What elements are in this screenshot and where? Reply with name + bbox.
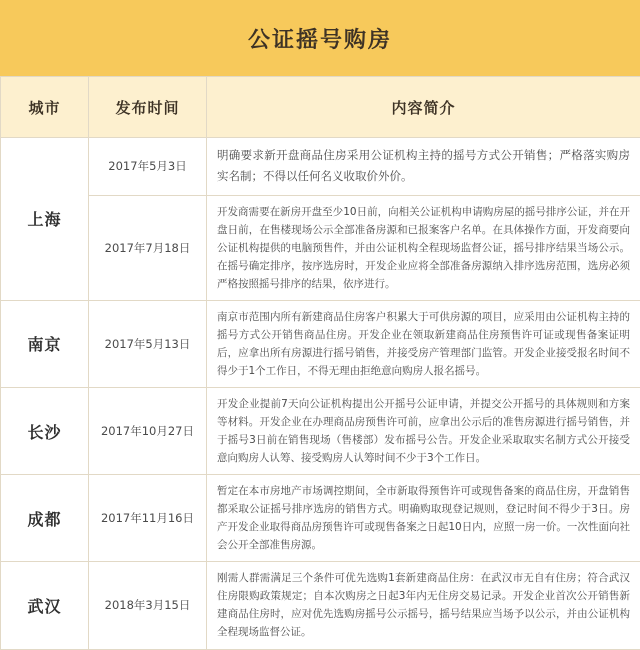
table-row <box>1 387 640 474</box>
cell-city: 长沙 <box>1 387 89 474</box>
cell-date: 2018年3月15日 <box>89 562 207 649</box>
document-title-bar <box>0 0 640 76</box>
table-row <box>1 475 640 562</box>
page-title: 公证摇号购房 <box>248 23 392 54</box>
cell-city: 南京 <box>1 300 89 387</box>
cell-description: 明确要求新开盘商品住房采用公证机构主持的摇号方式公开销售；严格落实购房实名制；不得以任何名义收取价外价。 <box>207 138 640 196</box>
cell-date: 2017年11月16日 <box>89 475 207 562</box>
column-header-date: 发布时间 <box>89 77 207 138</box>
cell-city: 武汉 <box>1 562 89 649</box>
policy-table <box>0 76 640 650</box>
table-row <box>1 300 640 387</box>
table-header <box>1 77 640 138</box>
table-row <box>1 138 640 196</box>
cell-description: 刚需人群需满足三个条件可优先选购1套新建商品住房：在武汉市无自有住房；符合武汉住房限购政策规定；自本次购房之日起3年内无住房交易记录。开发企业首次公开销售新建商品住房时，应对优先选购房摇号公示摇号，摇号结果应当场予以公示，并由公证机构全程现场监督公证。 <box>207 562 640 649</box>
cell-date: 2017年7月18日 <box>89 195 207 300</box>
cell-city: 成都 <box>1 475 89 562</box>
cell-date: 2017年10月27日 <box>89 387 207 474</box>
cell-description: 南京市范围内所有新建商品住房客户积累大于可供房源的项目，应采用由公证机构主持的摇号方式公开销售商品住房。开发企业在领取新建商品住房预售许可证或现售备案证明后，应拿出所有房源进行摇号销售，并接受房产管理部门监管。开发企业接受报名时间不得少于1个工作日，不得无理由拒绝意向购房人报名摇号。 <box>207 300 640 387</box>
cell-description: 开发商需要在新房开盘至少10日前，向相关公证机构申请购房屋的摇号排序公证，并在开盘日前，在售楼现场公示全部准备房源和已报案客户名单。在具体操作方面，开发商要向公证机构提供的电脑预售件，并由公证机构全程现场监督公证，摇号排序结果当场公示。在摇号确定排序，按序选房时，开发企业应将全部准备房源纳入排序选房范围，选房必须严格按照摇号排序的结果，依序进行。 <box>207 195 640 300</box>
cell-city: 上海 <box>1 138 89 301</box>
column-header-city: 城市 <box>1 77 89 138</box>
table-row <box>1 195 640 300</box>
cell-date: 2017年5月3日 <box>89 138 207 196</box>
table-row <box>1 562 640 649</box>
cell-description: 开发企业提前7天向公证机构提出公开摇号公证申请，并提交公开摇号的具体规则和方案等材料。开发企业在办理商品房预售许可前，应拿出公示后的准售房源进行摇号销售，并于摇号3日前在销售现场（售楼部）发布摇号公告。开发企业采取取实名制方式公开接受意向购房人认筹、接受购房人认筹时间不少于3个工作日。 <box>207 387 640 474</box>
table-header-row <box>1 77 640 138</box>
cell-description: 暂定在本市房地产市场调控期间，全市新取得预售许可或现售备案的商品住房，开盘销售都采取公证摇号排序选房的销售方式。明确购取现登记规则，登记时间不得少于3日。房产开发企业取得商品房预售许可或现售备案之日起10日内，应照一房一价。一次性面向社会公开全部准售房源。 <box>207 475 640 562</box>
column-header-description: 内容简介 <box>207 77 640 138</box>
cell-date: 2017年5月13日 <box>89 300 207 387</box>
table-body <box>1 138 640 650</box>
